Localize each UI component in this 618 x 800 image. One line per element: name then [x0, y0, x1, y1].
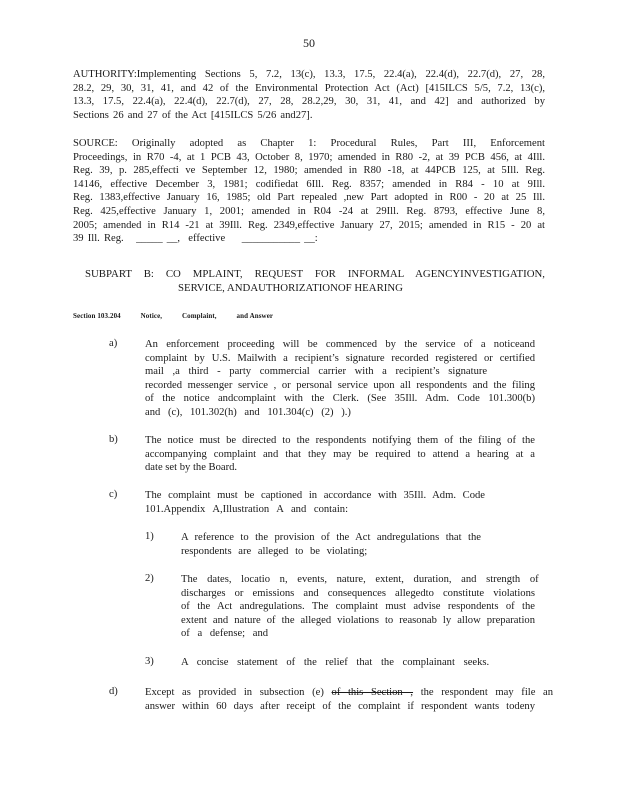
source-final-prefix: 39 Ill. Reg. [73, 233, 124, 245]
paragraph-d [145, 686, 554, 713]
paragraph-line: answer within 60 days after receipt of the complaint if respondent wants todeny [145, 700, 535, 712]
paragraph-c2 [181, 573, 539, 641]
section-heading [73, 312, 291, 320]
authority-line: 13.3, 17.5, 22.4(a), 22.4(d), 22.7(d), 27, 28, 28.2,29, 30, 31, 41, and 42] and authorized by [73, 96, 545, 108]
authority-line: AUTHORITY:Implementing Sections 5, 7.2, 13(c), 13.3, 17.5, 22.4(a), 22.4(d), 22.7(d), 27, 28, [73, 69, 545, 80]
subpart-heading [73, 267, 545, 295]
source-line: Reg. 1383,effective January 16, 1985; old Part repealed ,new Part adopted in R00 - 20 at 25 Ill. [73, 192, 545, 204]
item-label-d: d) [109, 686, 118, 697]
source-final-blank1: _____ __, [136, 233, 180, 245]
section-title-word: and Answer [236, 312, 274, 320]
section-title-word: Complaint, [182, 312, 217, 320]
subpart-heading-line2: SERVICE, ANDAUTHORIZATIONOF HEARING [178, 282, 403, 294]
paragraph-line: and (c), 101.302(h) and 101.304(c) (2) ).) [145, 406, 351, 418]
paragraph-line: of a defense; and [181, 628, 269, 640]
paragraph-line: extent and nature of the alleged violations to reasonab ly allow preparation [181, 614, 535, 626]
source-line: Reg. 39, p. 285,effecti ve September 12, 1980; amended in R80 -18, at 44PCB 125, at 5Ill. Reg. [73, 165, 545, 177]
paragraph-line: complaint by U.S. Mailwith a recipient’s signature recorded registered or certified [145, 352, 535, 364]
paragraph-c1 [181, 531, 481, 558]
paragraph-line: The dates, locatio n, events, nature, extent, duration, and strength of [181, 574, 539, 585]
item-label-c3: 3) [145, 656, 154, 667]
source-line: SOURCE: Originally adopted as Chapter 1: Procedural Rules, Part III, Enforcement [73, 138, 545, 149]
authority-note [73, 68, 545, 122]
source-final-blank2: ___________ __: [241, 233, 318, 245]
authority-line: 28.2, 29, 30, 31, 41, and 42 of the Environmental Protection Act (Act) [415ILCS 5/5, 7.2, 13(c), [73, 82, 545, 94]
section-number: Section 103.204 [73, 312, 121, 320]
source-line: 2005; amended in R14 -21 at 39Ill. Reg. 2349,effective January 27, 2015; amended in R15 - 20 at [73, 219, 545, 231]
paragraph-line: The notice must be directed to the respondents notifying them of the filing of the [145, 435, 535, 446]
item-label-c: c) [109, 489, 118, 500]
subpart-heading-line1: SUBPART B: CO MPLAINT, REQUEST FOR INFORMAL AGENCYINVESTIGATION, [85, 268, 545, 280]
d-line1-strikethrough: of this Section , [331, 687, 414, 698]
paragraph-line: date set by the Board. [145, 462, 238, 474]
authority-line: Sections 26 and 27 of the Act [415ILCS 5/26 and27]. [73, 109, 313, 121]
paragraph-line: mail ,a third - party commercial carrier with a recipient’s signature [145, 366, 488, 378]
paragraph-line: 101.Appendix A,Illustration A and contain: [145, 503, 349, 515]
paragraph-line: An enforcement proceeding will be commenced by the service of a noticeand [145, 339, 535, 350]
paragraph-line: of the Act andregulations. The complaint must advise respondents of the [181, 601, 535, 613]
paragraph-b [145, 434, 535, 475]
source-line: Reg. 425,effective January 1, 2001; amended in R04 -24 at 29Ill. Reg. 8793, effective June 8, [73, 205, 545, 217]
paragraph-line: A concise statement of the relief that the complainant seeks. [181, 657, 490, 668]
d-line1-post: the respondent may file an [420, 687, 554, 698]
paragraph-c3 [181, 656, 535, 670]
source-note [73, 137, 545, 246]
source-line-final [73, 232, 545, 246]
paragraph-c [145, 489, 485, 516]
item-label-a: a) [109, 338, 118, 349]
paragraph-line: The complaint must be captioned in accordance with 35Ill. Adm. Code [145, 490, 485, 501]
paragraph-line: recorded messenger service , or personal service upon all respondents and the filing [145, 379, 535, 391]
paragraph-line [145, 686, 554, 700]
source-line: Proceedings, in R70 -4, at 1 PCB 43, October 8, 1970; amended in R80 -2, at 39 PCB 456, at 4Ill. [73, 151, 545, 163]
source-final-mid: effective [188, 233, 226, 245]
paragraph-line: of the notice andcomplaint with the Clerk. (See 35Ill. Adm. Code 101.300(b) [145, 393, 535, 405]
item-label-b: b) [109, 434, 118, 445]
page-number: 50 [303, 36, 315, 50]
paragraph-line: discharges or emissions and consequences allegedto constitute violations [181, 587, 535, 599]
item-label-c1: 1) [145, 531, 154, 542]
paragraph-line: respondents are alleged to be violating; [181, 545, 368, 557]
paragraph-a [145, 338, 535, 420]
section-title-word: Notice, [140, 312, 163, 320]
source-line: 14146, effective December 3, 1981; codifiedat 6Ill. Reg. 8357; amended in R84 - 10 at 9Ill. [73, 178, 545, 190]
d-line1-pre: Except as provided in subsection (e) [145, 687, 324, 698]
paragraph-line: A reference to the provision of the Act andregulations that the [181, 532, 481, 543]
paragraph-line: accompanying complaint and that they may be required to attend a hearing at a [145, 448, 535, 460]
item-label-c2: 2) [145, 573, 154, 584]
